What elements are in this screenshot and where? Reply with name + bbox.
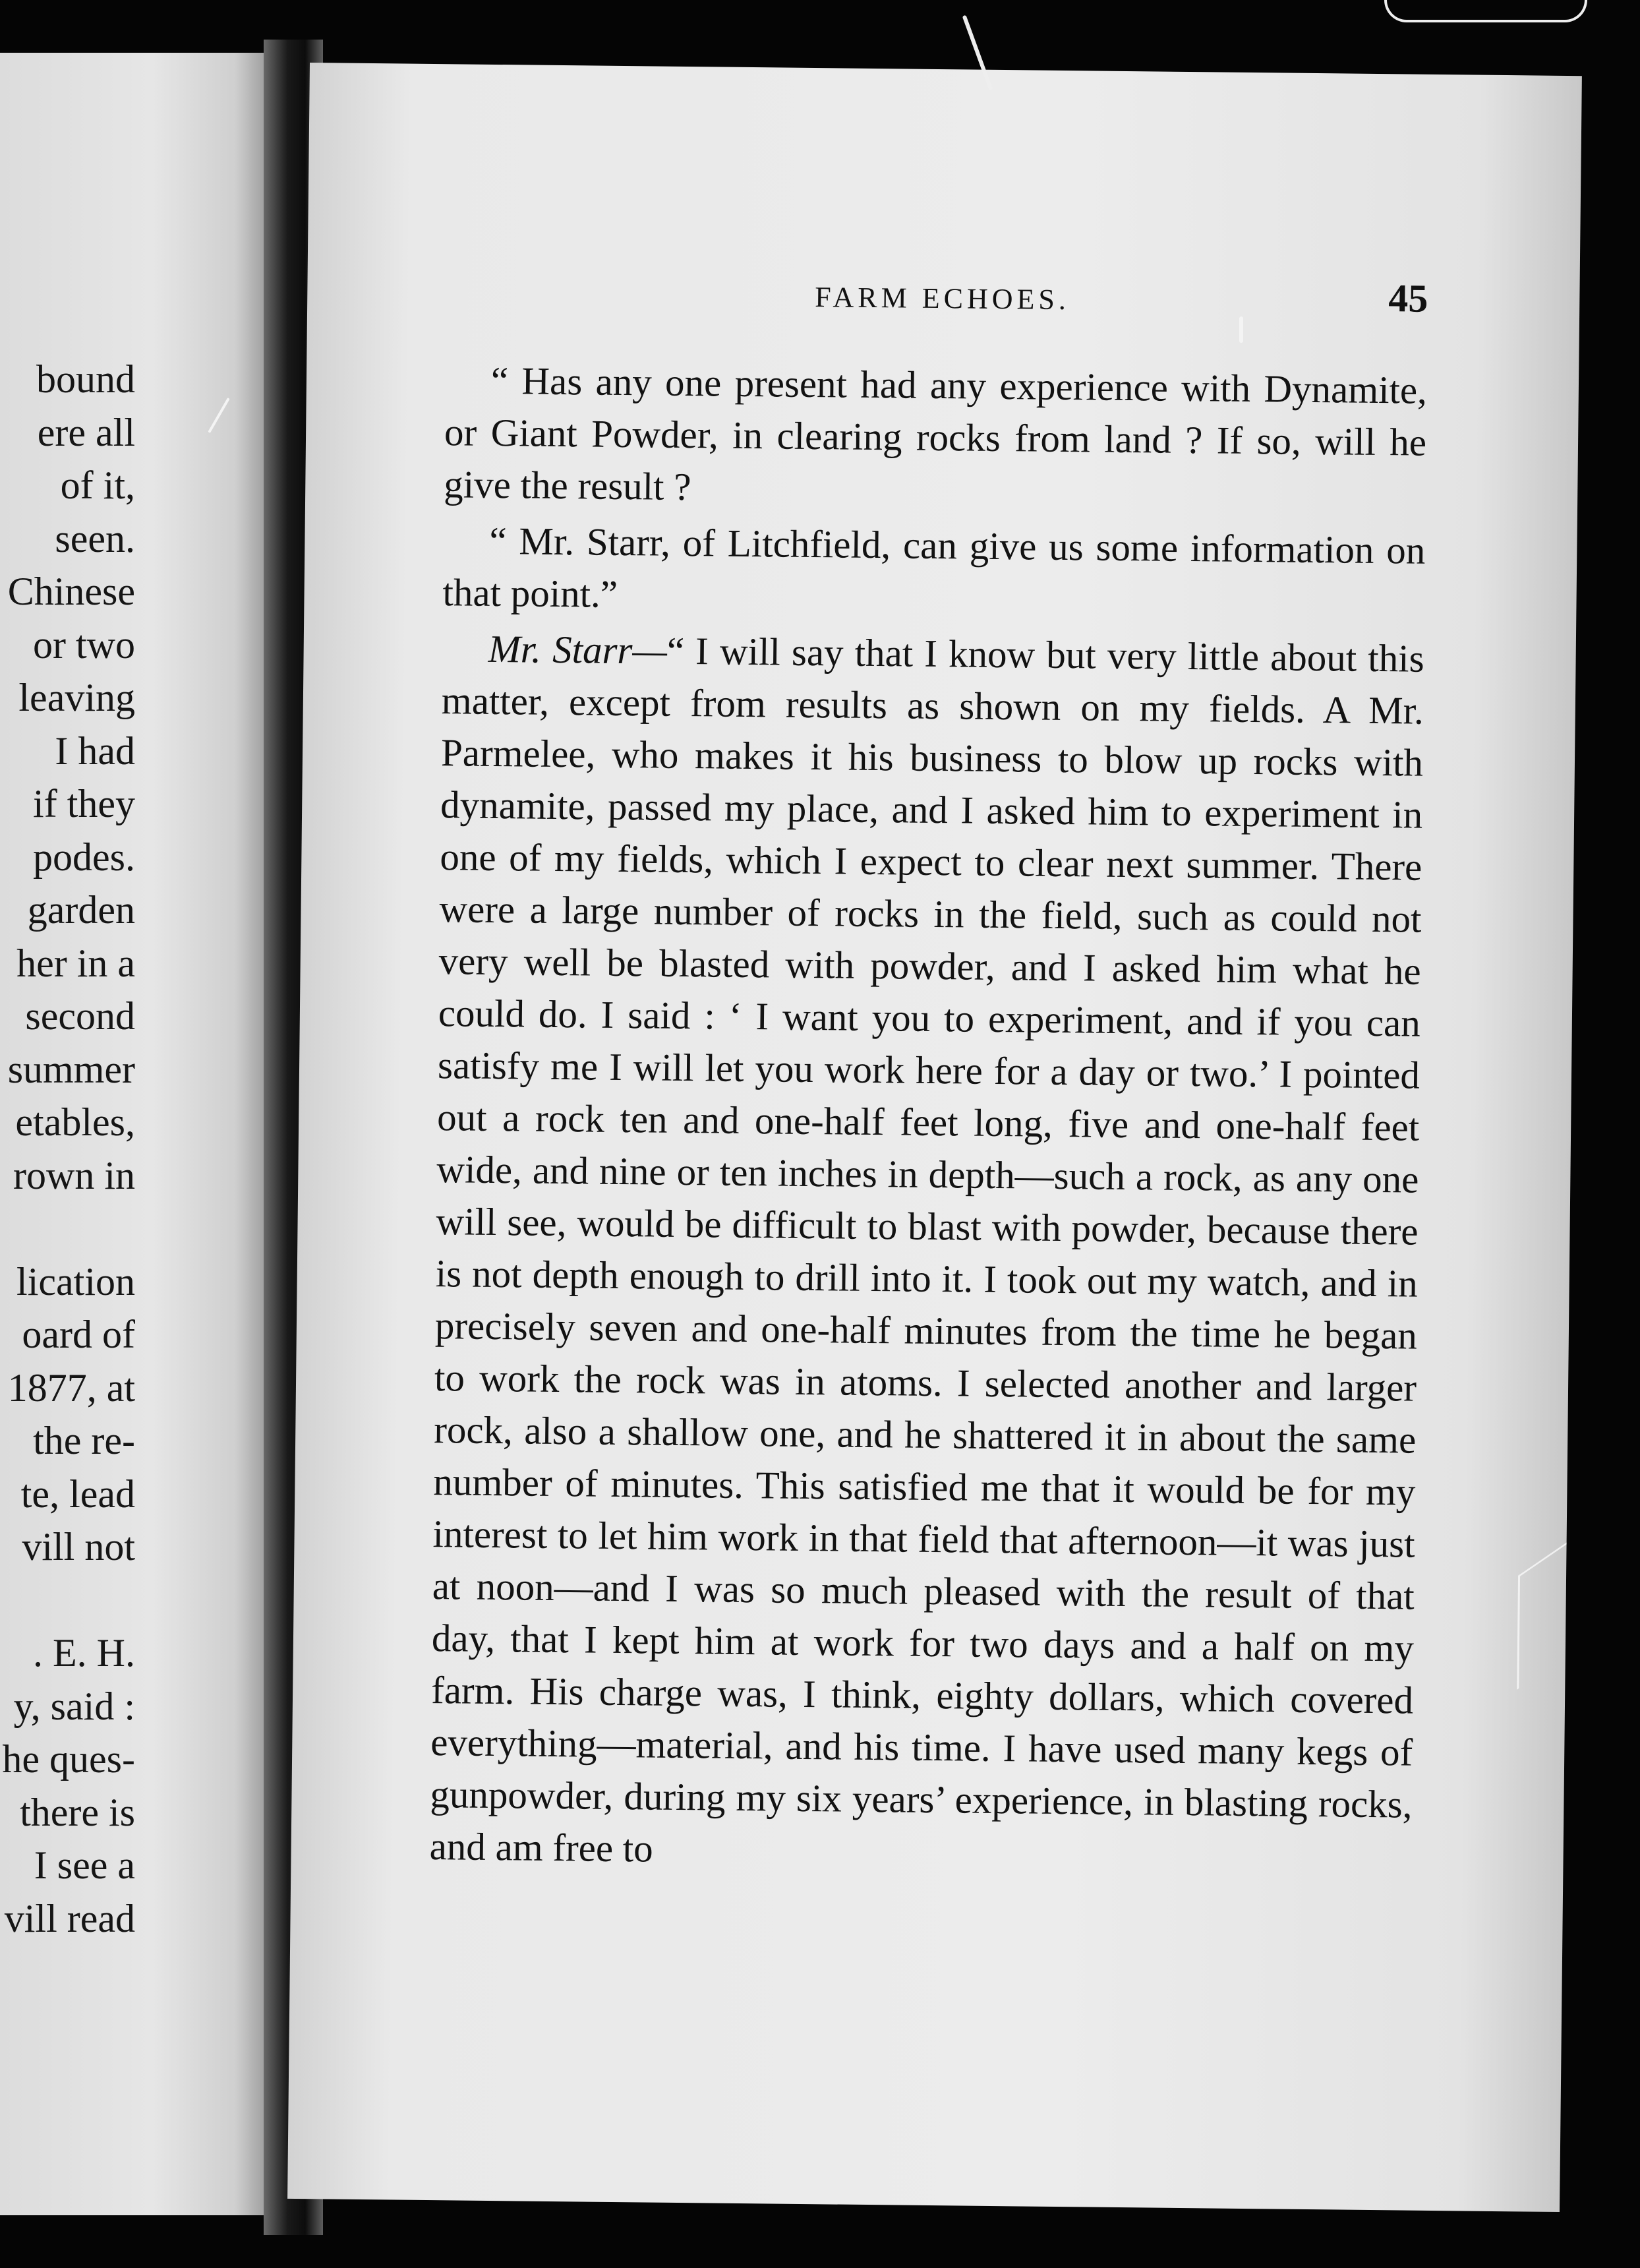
left-page-line: if they: [33, 782, 135, 825]
page-crease-mark: [1517, 1543, 1566, 1690]
left-page-line: seen.: [55, 516, 135, 560]
left-page-line: 1877, at: [7, 1365, 135, 1410]
left-page-line: oard of: [22, 1313, 135, 1356]
left-page-line: vill read: [4, 1896, 135, 1940]
left-page-line: te, lead: [20, 1472, 135, 1516]
testimony-text: “ I will say that I know but very little about this matter, except from results as shown on my fields. A Mr. Parmelee, who makes it his business to blow up rocks with dynamite, passed my place, and I asked him to experiment in one of my fields, which I expect to clear next summer. There were a large number of rocks in the field, such as could not very well be blasted with powder, and I asked him what he could do. I said : ‘ I want you to experiment, and if you can satisfy me I will let you work here for a day or two.’ I pointed out a rock ten and one-half feet long, five and one-half feet wide, and nine or ten inches in depth—such a rock, as any one will see, would be difficult to blast with powder, because there is not depth enough to drill into it. I took out my watch, and in precisely seven and one-half minutes from the time he began to work the rock was in atoms. I selected another and larger rock, also a shallow one, and he shattered it in about the same number of minutes. This satisfied me that it would be for my interest to let him work in that field that afternoon—it was just at noon—and I was so much pleased with the result of that day, that I kept him at work for two days and a half on my farm. His charge was, I think, eighty dollars, which covered everything—material, and his time. I have used many kegs of gunpowder, during my six years’ experience, in blasting rocks, and am free to: [429, 628, 1424, 1870]
left-page-line: he ques-: [2, 1737, 135, 1781]
paragraph-reply: “ Mr. Starr, of Litchfield, can give us some information on that point.”: [442, 518, 1426, 616]
left-page-line: leaving: [18, 676, 135, 719]
left-page-line: vill not: [22, 1525, 135, 1568]
left-page-line: rown in: [13, 1153, 135, 1197]
left-page-line: ere all: [37, 410, 135, 454]
left-page-line: [2, 1574, 135, 1627]
left-page: [0, 53, 277, 2215]
left-page-line: of it,: [60, 463, 135, 507]
left-page-line: lication: [16, 1259, 135, 1303]
left-page-line: summer: [7, 1047, 135, 1091]
left-page-line: I had: [55, 729, 135, 773]
left-page-line: the re-: [33, 1419, 135, 1462]
left-page-line: Chinese: [7, 570, 135, 613]
left-page-line: garden: [27, 888, 135, 932]
body-text: [429, 354, 1427, 1886]
left-page-line: . E. H.: [33, 1631, 135, 1675]
left-page-line: or two: [33, 622, 135, 667]
left-page-line: [2, 1202, 135, 1255]
left-page-line: her in a: [16, 941, 135, 985]
left-page-line: there is: [20, 1790, 135, 1834]
left-page-text: [2, 353, 135, 1945]
left-page-line: bound: [36, 357, 135, 401]
left-page-line: I see a: [34, 1843, 135, 1887]
running-head: FARM ECHOES.: [815, 281, 1070, 316]
left-page-line: y, said :: [13, 1684, 135, 1728]
paragraph-testimony: [429, 622, 1424, 1882]
left-page-line: second: [25, 994, 135, 1038]
page-number: 45: [1388, 276, 1428, 320]
left-page-line: podes.: [33, 835, 135, 879]
speaker-name: Mr. Starr—: [488, 626, 668, 672]
left-page-line: etables,: [15, 1100, 135, 1144]
right-page: [287, 63, 1582, 2212]
paragraph-question: “ Has any one present had any experience with Dynamite, or Giant Powder, in clearing rocks from land ? If so, will he give the result ?: [443, 358, 1428, 509]
